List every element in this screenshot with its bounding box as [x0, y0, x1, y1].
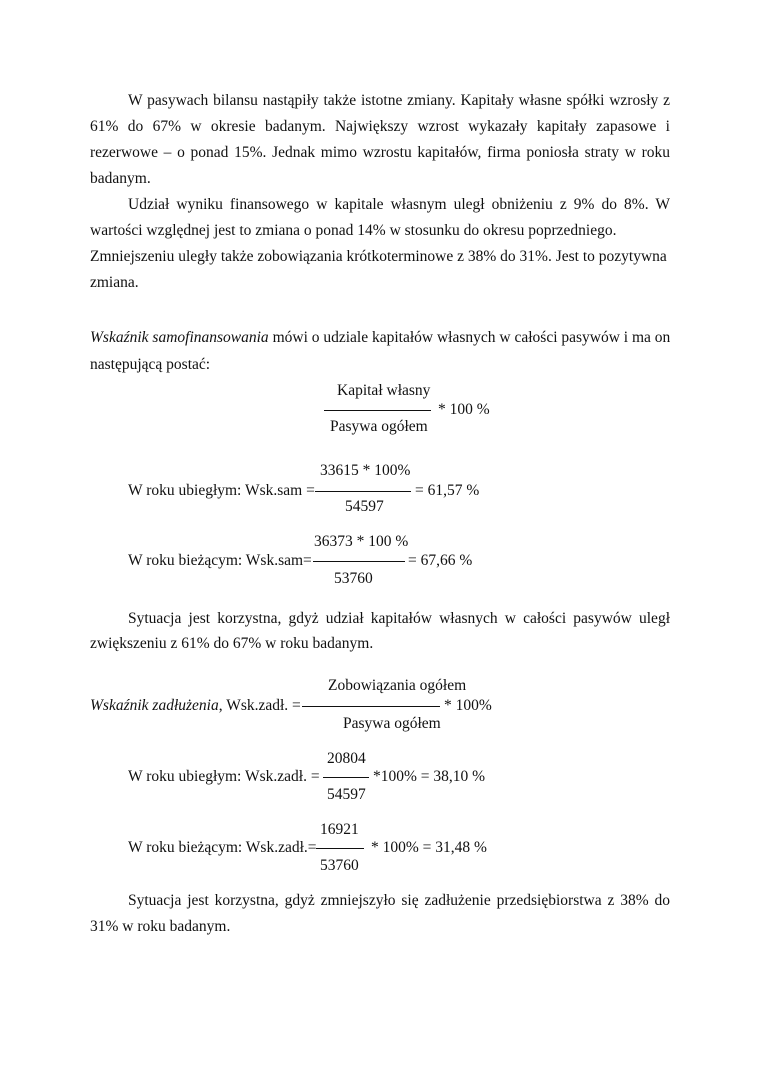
fraction-bar	[315, 491, 411, 492]
formula-denominator: Pasywa ogółem	[330, 418, 428, 435]
debt-formula-denominator: Pasywa ogółem	[343, 715, 441, 732]
fraction-bar	[324, 410, 431, 411]
debt-prev-numerator: 20804	[327, 750, 366, 767]
self-financing-curr-label: W roku bieżącym: Wsk.sam=	[128, 552, 312, 569]
debt-conclusion-line-1: Sytuacja jest korzystna, gdyż zmniejszyło się zadłużenie przedsiębiorstwa z 38% do	[128, 892, 670, 909]
debt-curr-numerator: 16921	[320, 821, 359, 838]
debt-conclusion-line-2: 31% w roku badanym.	[90, 918, 231, 935]
debt-curr-result: * 100% = 31,48 %	[371, 839, 487, 856]
debt-formula-numerator: Zobowiązania ogółem	[328, 677, 467, 694]
fraction-bar	[313, 561, 405, 562]
self-financing-term: Wskaźnik samofinansowania	[90, 329, 269, 346]
formula-multiplier: * 100 %	[438, 401, 490, 418]
self-financing-intro-rest: mówi o udziale kapitałów własnych w całości pasywów i ma on	[268, 329, 671, 346]
fraction-bar	[302, 706, 440, 707]
self-financing-intro-line-2: następującą postać:	[90, 356, 211, 373]
self-financing-conclusion-line-2: zwiększeniu z 61% do 67% w roku badanym.	[90, 635, 374, 652]
paragraph-1-line-3: rezerwowe – o ponad 15%. Jednak mimo wzrostu kapitałów, firma poniosła straty w roku	[90, 144, 670, 161]
paragraph-2-line-4: zmiana.	[90, 274, 139, 291]
paragraph-1-line-2: 61% do 67% w okresie badanym. Największy wzrost wykazały kapitały zapasowe i	[90, 118, 670, 135]
debt-ratio-label	[90, 696, 301, 716]
self-financing-curr-denominator: 53760	[334, 570, 373, 587]
debt-prev-result: *100% = 38,10 %	[373, 768, 486, 785]
debt-prev-label: W roku ubiegłym: Wsk.zadł. =	[128, 768, 320, 785]
self-financing-prev-label: W roku ubiegłym: Wsk.sam =	[128, 482, 315, 499]
self-financing-curr-result: = 67,66 %	[408, 552, 473, 569]
paragraph-1-line-1: W pasywach bilansu nastąpiły także istotne zmiany. Kapitały własne spółki wzrosły z	[128, 92, 670, 109]
self-financing-prev-numerator: 33615 * 100%	[320, 462, 411, 479]
self-financing-curr-numerator: 36373 * 100 %	[314, 533, 409, 550]
paragraph-1-line-4: badanym.	[90, 170, 151, 187]
debt-ratio-label-rest: , Wsk.zadł. =	[218, 697, 301, 714]
debt-ratio-term: Wskaźnik zadłużenia	[90, 697, 219, 714]
self-financing-prev-result: = 61,57 %	[415, 482, 480, 499]
self-financing-intro	[90, 328, 670, 348]
self-financing-prev-denominator: 54597	[345, 498, 384, 515]
debt-curr-denominator: 53760	[320, 857, 359, 874]
fraction-bar	[323, 777, 369, 778]
debt-formula-multiplier: * 100%	[444, 697, 492, 714]
debt-prev-denominator: 54597	[327, 786, 366, 803]
paragraph-2-line-2: wartości względnej jest to zmiana o ponad 14% w stosunku do okresu poprzedniego.	[90, 222, 617, 239]
paragraph-2-line-3: Zmniejszeniu uległy także zobowiązania krótkoterminowe z 38% do 31%. Jest to pozytywna	[90, 248, 667, 265]
self-financing-conclusion-line-1: Sytuacja jest korzystna, gdyż udział kapitałów własnych w całości pasywów uległ	[128, 610, 670, 627]
debt-curr-label: W roku bieżącym: Wsk.zadł.=	[128, 839, 317, 856]
paragraph-2-line-1: Udział wyniku finansowego w kapitale własnym uległ obniżeniu z 9% do 8%. W	[128, 196, 670, 213]
formula-numerator: Kapitał własny	[337, 382, 431, 399]
fraction-bar	[316, 848, 364, 849]
